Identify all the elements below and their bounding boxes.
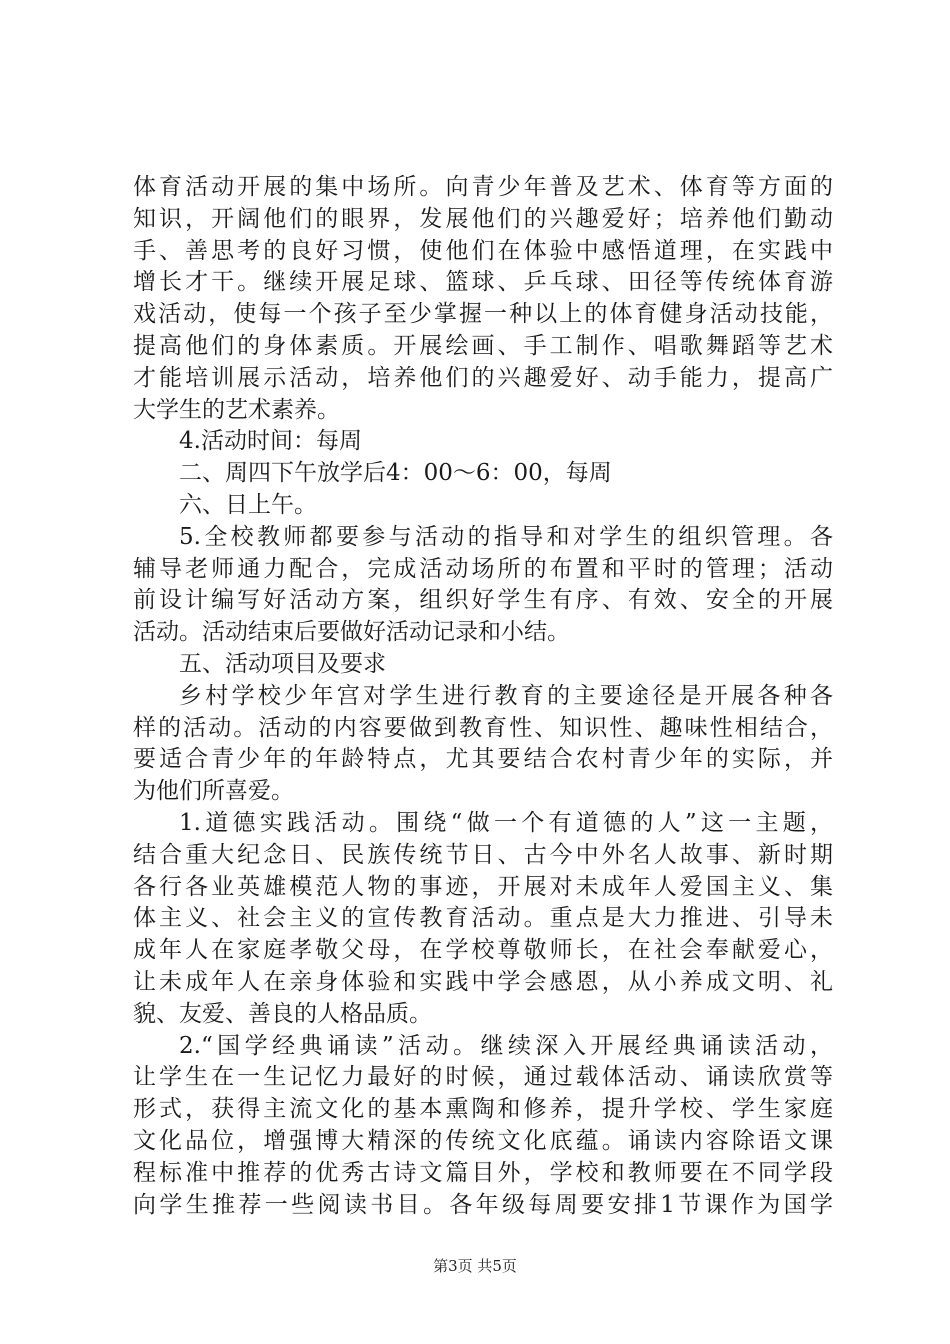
text-line: 2.“国学经典诵读”活动。继续深入开展经典诵读活动，	[179, 1032, 833, 1059]
page-footer: 第3页 共5页	[433, 1257, 517, 1275]
text-line: 体育活动开展的集中场所。向青少年普及艺术、体育等方面的	[133, 174, 833, 200]
text-line: 程标准中推荐的优秀古诗文篇目外，学校和教师要在不同学段	[133, 1159, 833, 1186]
text-line: 向学生推荐一些阅读书目。各年级每周要安排1节课作为国学	[133, 1191, 833, 1218]
text-line: 才能培训展示活动，培养他们的兴趣爱好、动手能力，提高广	[133, 364, 833, 391]
text-line: 成年人在家庭孝敬父母，在学校尊敬师长，在社会奉献爱心，	[133, 937, 833, 964]
text-line: 貌、友爱、善良的人格品质。	[133, 1000, 432, 1027]
text-line: 形式，获得主流文化的基本熏陶和修养，提升学校、学生家庭	[133, 1096, 833, 1123]
text-line: 结合重大纪念日、民族传统节日、古今中外名人故事、新时期	[133, 841, 833, 868]
text-line: 活动。活动结束后要做好活动记录和小结。	[133, 619, 570, 646]
text-line: 戏活动，使每一个孩子至少掌握一种以上的体育健身活动技能，	[133, 301, 833, 328]
text-line: 为他们所喜爱。	[133, 778, 294, 805]
text-line: 5.全校教师都要参与活动的指导和对学生的组织管理。各	[179, 523, 833, 550]
text-line: 辅导老师通力配合，完成活动场所的布置和平时的管理；活动	[133, 555, 833, 582]
text-line: 文化品位，增强博大精深的传统文化底蕴。诵读内容除语文课	[133, 1127, 833, 1154]
text-line: 各行各业英雄模范人物的事迹，开展对未成年人爱国主义、集	[133, 873, 833, 900]
text-line: 样的活动。活动的内容要做到教育性、知识性、趣味性相结合，	[133, 714, 833, 741]
document-body	[133, 172, 833, 1221]
text-line: 体主义、社会主义的宣传教育活动。重点是大力推进、引导未	[133, 905, 833, 932]
text-line: 知识，开阔他们的眼界，发展他们的兴趣爱好；培养他们勤动	[133, 205, 833, 232]
text-line: 让未成年人在亲身体验和实践中学会感恩，从小养成文明、礼	[133, 968, 833, 995]
text-line: 增长才干。继续开展足球、篮球、乒乓球、田径等传统体育游	[133, 269, 833, 296]
text-line: 1.道德实践活动。围绕“做一个有道德的人”这一主题，	[179, 809, 833, 836]
text-line: 要适合青少年的年龄特点，尤其要结合农村青少年的实际，并	[133, 746, 833, 773]
text-line: 二、周四下午放学后4：00～6：00，每周	[179, 460, 612, 487]
section-heading: 五、活动项目及要求	[179, 650, 386, 677]
text-line: 乡村学校少年宫对学生进行教育的主要途径是开展各种各	[179, 682, 833, 709]
text-line: 提高他们的身体素质。开展绘画、手工制作、唱歌舞蹈等艺术	[133, 332, 833, 359]
text-line: 大学生的艺术素养。	[133, 396, 340, 423]
text-line: 让学生在一生记忆力最好的时候，通过载体活动、诵读欣赏等	[133, 1064, 833, 1091]
text-line: 前设计编写好活动方案，组织好学生有序、有效、安全的开展	[133, 587, 833, 614]
text-line: 六、日上午。	[179, 491, 317, 518]
text-line: 4.活动时间：每周	[179, 428, 362, 455]
text-line: 手、善思考的良好习惯，使他们在体验中感悟道理，在实践中	[133, 237, 833, 264]
